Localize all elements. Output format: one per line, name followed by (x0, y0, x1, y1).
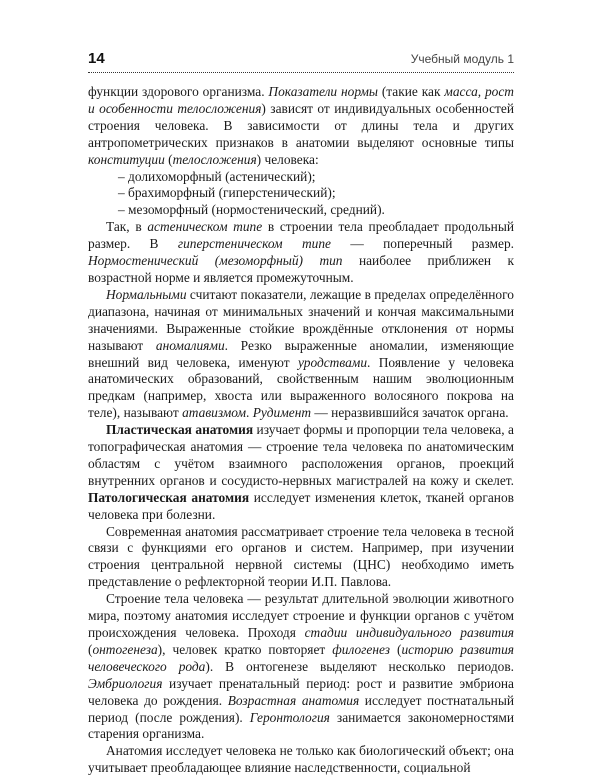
page-header (88, 50, 514, 73)
list-item: – брахиморфный (гиперстенический); (118, 185, 336, 201)
paragraph-anomalies: Нормальными считают показатели, лежащие в пределах определённого диапазона, начиная от минимальных значений и кончая максимальными значениями. Выраженные стойкие врождённые отклонения от нормы называют аномалиями. Резко выраженные аномалии, изменяющие внешний вид человека, именуют уродствами. Появление у человека анатомических образований, свойственным нашим эволюционным предкам (например, хвоста или выраженного волосяного покрова на теле), называют атавизмом. Рудимент — неразвившийся зачаток органа. (88, 286, 515, 421)
list-item: – мезоморфный (нормостенический, средний). (118, 202, 385, 218)
paragraph-norm-indicators: функции здорового организма. Показатели нормы (такие как масса, рост и особенности телосложения) зависят от индивидуальных особенностей строения человека. В зависимости от длины тела и других антропометрических признаков в анатомии выделяют основные типы конституции (телосложения) человека: (88, 84, 514, 167)
paragraph-plastic-anatomy: Пластическая анатомия изучает формы и пропорции тела человека, а топографическая анатомия — строение тела человека по анатомическим областям с учётом взаимного расположения органов, проекций внутренних органов и сосудисто-нервных магистралей на кожу и скелет. Патологическая анатомия исследует изменения клеток, тканей органов человека при болезни. (88, 422, 514, 522)
running-title: Учебный модуль 1 (410, 52, 514, 66)
constitution-types-list (88, 169, 514, 220)
list-item: – долихоморфный (астенический); (118, 168, 316, 184)
paragraph-evolution: Строение тела человека — результат длительной эволюции животного мира, поэтому анатомия исследует строение и функции органов с учётом происхождения человека. Проходя стадии индивидуального развития (онтогенеза), человек кратко повторяет филогенез (историю развития человеческого рода). В онтогенезе выделяют несколько периодов. Эмбриология изучает пренатальный период: рост и развитие эмбриона человека до рождения. Возрастная анатомия исследует постнатальный период (после рождения). Геронтология занимается закономерностями старения организма. (88, 591, 515, 742)
paragraph-modern-anatomy: Современная анатомия рассматривает строение тела человека в тесной связи с функциями его органов и систем. Например, при изучении строения центральной нервной системы (ЦНС) необходимо иметь представление о рефлекторной теории И.П. Павлова. (88, 523, 514, 590)
page-number: 14 (88, 50, 105, 67)
paragraph-body-types: Так, в астеническом типе в строении тела преобладает продольный размер. В гиперстеническом типе — поперечный размер. Нормостенический (мезоморфный) тип наиболее приближен к возрастной норме и является промежуточным. (88, 219, 515, 285)
body-text (88, 84, 514, 777)
paragraph-heredity: Анатомия исследует человека не только как биологический объект; она учитывает преобладающее влияние наследственности, социальной (88, 743, 514, 776)
